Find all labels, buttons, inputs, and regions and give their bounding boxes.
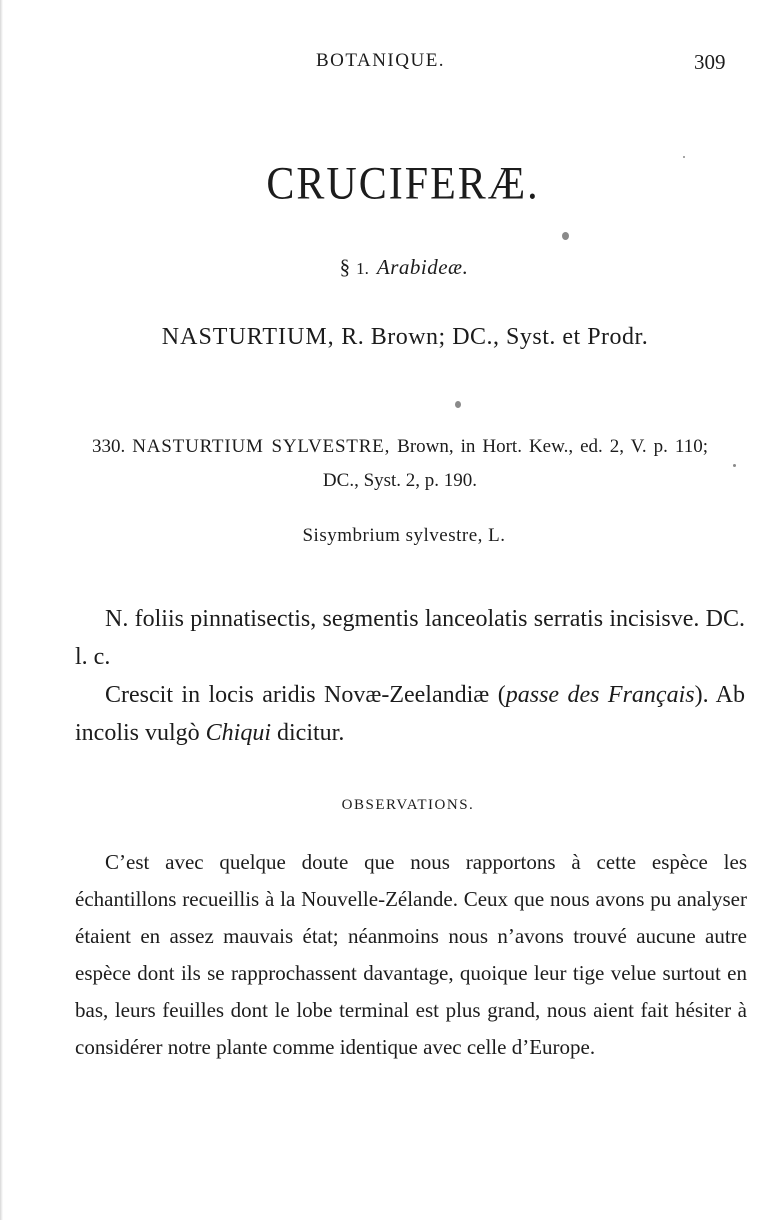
family-title: CRUCIFERÆ. [266, 158, 540, 210]
diagnosis-block [75, 600, 745, 752]
genus-name: NASTURTIUM, [161, 324, 335, 350]
species-entry [92, 430, 708, 498]
species-citation: Brown, in Hort. Kew., ed. 2, V. p. 110; DC., Syst. 2, p. 190. [322, 436, 708, 491]
diagnosis-description: N. foliis pinnatisectis, segmentis lanceolatis serratis incisisve. DC. l. c. [75, 606, 745, 670]
habitat-text-2: ). Ab incolis vulgò [75, 682, 746, 746]
diagnosis-habitat [75, 676, 745, 752]
species-name: NASTURTIUM SYLVESTRE, [132, 436, 391, 457]
habitat-locality: passe des Français [505, 682, 695, 708]
running-head-title: BOTANIQUE. [316, 50, 446, 71]
section-sign: § [339, 255, 351, 279]
print-speck [683, 156, 685, 158]
synonym: Sisymbrium sylvestre, L. [302, 525, 506, 546]
tribe-number: 1. [356, 259, 369, 278]
species-number: 330. [92, 436, 126, 457]
genus-authority: R. Brown; DC., Syst. et Prodr. [341, 324, 649, 350]
habitat-text-1: Crescit in locis aridis Novæ-Zeelandiæ ( [105, 682, 506, 708]
page-number: 309 [694, 50, 726, 74]
observations-heading: OBSERVATIONS. [341, 797, 475, 813]
running-head [0, 50, 779, 76]
tribe-name: Arabideæ. [376, 255, 469, 279]
habitat-text-3: dicitur. [271, 720, 345, 746]
tribe-heading [0, 255, 779, 280]
genus-heading [104, 320, 706, 355]
print-speck [562, 232, 569, 240]
print-speck [733, 464, 736, 467]
observations-text: C’est avec quelque doute que nous rapportons à cette espèce les échantillons recueillis à la Nouvelle-Zélande. Ceux que nous avons pu analyser étaient en assez mauvais état; néanmoins nous n’avons trouvé aucune autre espèce dont ils se rapprochassent davantage, quoique leur tige velue surtout en bas, leurs feuilles dont le lobe terminal est plus grand, nous aient fait hésiter à considérer notre plante comme identique avec celle d’Europe. [75, 850, 747, 1059]
vernacular-name: Chiqui [205, 720, 272, 746]
print-speck [455, 401, 461, 408]
